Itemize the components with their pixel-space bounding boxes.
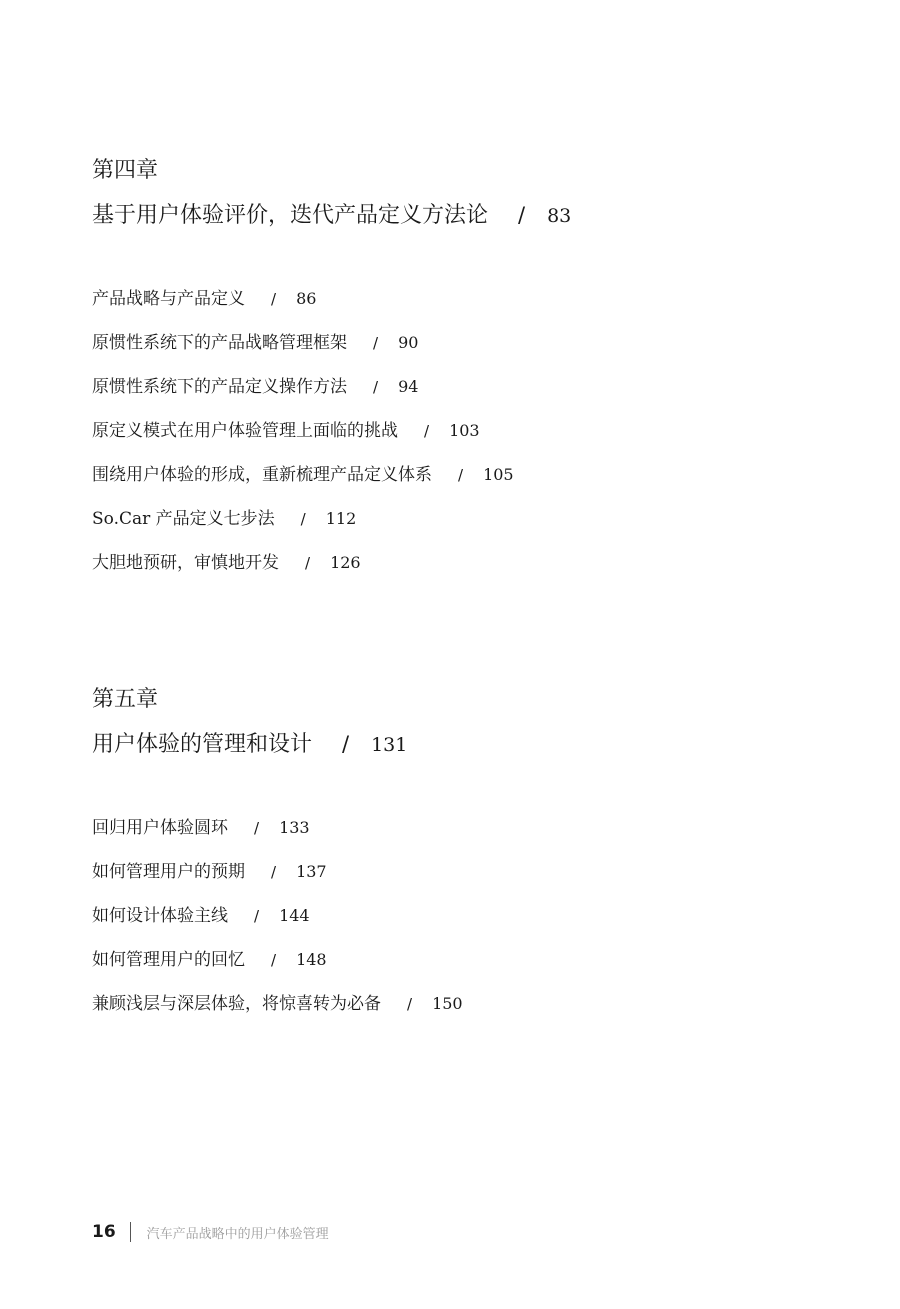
entry-page: 150 xyxy=(432,994,463,1013)
toc-entry xyxy=(92,287,571,331)
entry-separator: / xyxy=(373,378,379,396)
toc-entry xyxy=(92,816,463,860)
entry-separator: / xyxy=(424,422,430,440)
entry-title: 大胆地预研，审慎地开发 xyxy=(92,553,279,573)
chapter-title-separator: / xyxy=(342,732,350,756)
chapter-entries xyxy=(92,287,571,595)
entry-page: 90 xyxy=(398,333,419,352)
entry-page: 126 xyxy=(330,553,361,572)
chapter-title-page: 131 xyxy=(371,734,408,756)
chapter-five xyxy=(92,685,463,1036)
entry-separator: / xyxy=(407,995,413,1013)
entry-title: 原定义模式在用户体验管理上面临的挑战 xyxy=(92,421,398,441)
entry-page: 144 xyxy=(279,906,310,925)
chapter-label: 第五章 xyxy=(92,687,159,712)
entry-title: 产品战略与产品定义 xyxy=(92,289,245,309)
entry-page: 137 xyxy=(296,862,327,881)
entry-title: 原惯性系统下的产品定义操作方法 xyxy=(92,377,347,397)
entry-page: 86 xyxy=(296,289,317,308)
entry-separator: / xyxy=(271,290,277,308)
chapter-title-text: 基于用户体验评价，迭代产品定义方法论 xyxy=(92,203,489,228)
entry-title: 如何管理用户的预期 xyxy=(92,862,245,882)
page-number: 16 xyxy=(92,1222,116,1242)
chapter-four xyxy=(92,156,571,595)
toc-entry xyxy=(92,948,463,992)
entry-separator: / xyxy=(271,951,277,969)
entry-separator: / xyxy=(373,334,379,352)
chapter-entries xyxy=(92,816,463,1036)
entry-title: 回归用户体验圆环 xyxy=(92,818,228,838)
entry-title: 围绕用户体验的形成，重新梳理产品定义体系 xyxy=(92,465,432,485)
entry-page: 94 xyxy=(398,377,419,396)
entry-page: 148 xyxy=(296,950,327,969)
entry-page: 105 xyxy=(483,465,514,484)
chapter-label: 第四章 xyxy=(92,158,159,183)
chapter-title-page: 83 xyxy=(547,205,572,227)
toc-entry xyxy=(92,992,463,1036)
entry-title: 如何设计体验主线 xyxy=(92,906,228,926)
book-title: 汽车产品战略中的用户体验管理 xyxy=(146,1226,329,1242)
entry-title: 原惯性系统下的产品战略管理框架 xyxy=(92,333,347,353)
entry-separator: / xyxy=(300,510,306,528)
footer-divider xyxy=(130,1222,131,1242)
entry-page: 133 xyxy=(279,818,310,837)
toc-entry xyxy=(92,419,571,463)
toc-entry xyxy=(92,375,571,419)
chapter-title-text: 用户体验的管理和设计 xyxy=(92,732,313,757)
entry-title: 如何管理用户的回忆 xyxy=(92,950,245,970)
entry-title: 兼顾浅层与深层体验，将惊喜转为必备 xyxy=(92,994,381,1014)
toc-entry xyxy=(92,463,571,507)
toc-entry xyxy=(92,331,571,375)
entry-separator: / xyxy=(305,554,311,572)
toc-entry xyxy=(92,904,463,948)
chapter-title-separator: / xyxy=(518,203,526,227)
chapter-title xyxy=(92,729,463,760)
toc-entry xyxy=(92,507,571,551)
chapter-title xyxy=(92,200,571,231)
entry-separator: / xyxy=(254,907,260,925)
entry-separator: / xyxy=(458,466,464,484)
entry-separator: / xyxy=(271,863,277,881)
entry-separator: / xyxy=(254,819,260,837)
toc-entry xyxy=(92,860,463,904)
page-footer xyxy=(92,1220,329,1244)
toc-entry xyxy=(92,551,571,595)
entry-page: 103 xyxy=(449,421,480,440)
entry-page: 112 xyxy=(325,509,357,528)
entry-title: So.Car 产品定义七步法 xyxy=(92,509,275,529)
